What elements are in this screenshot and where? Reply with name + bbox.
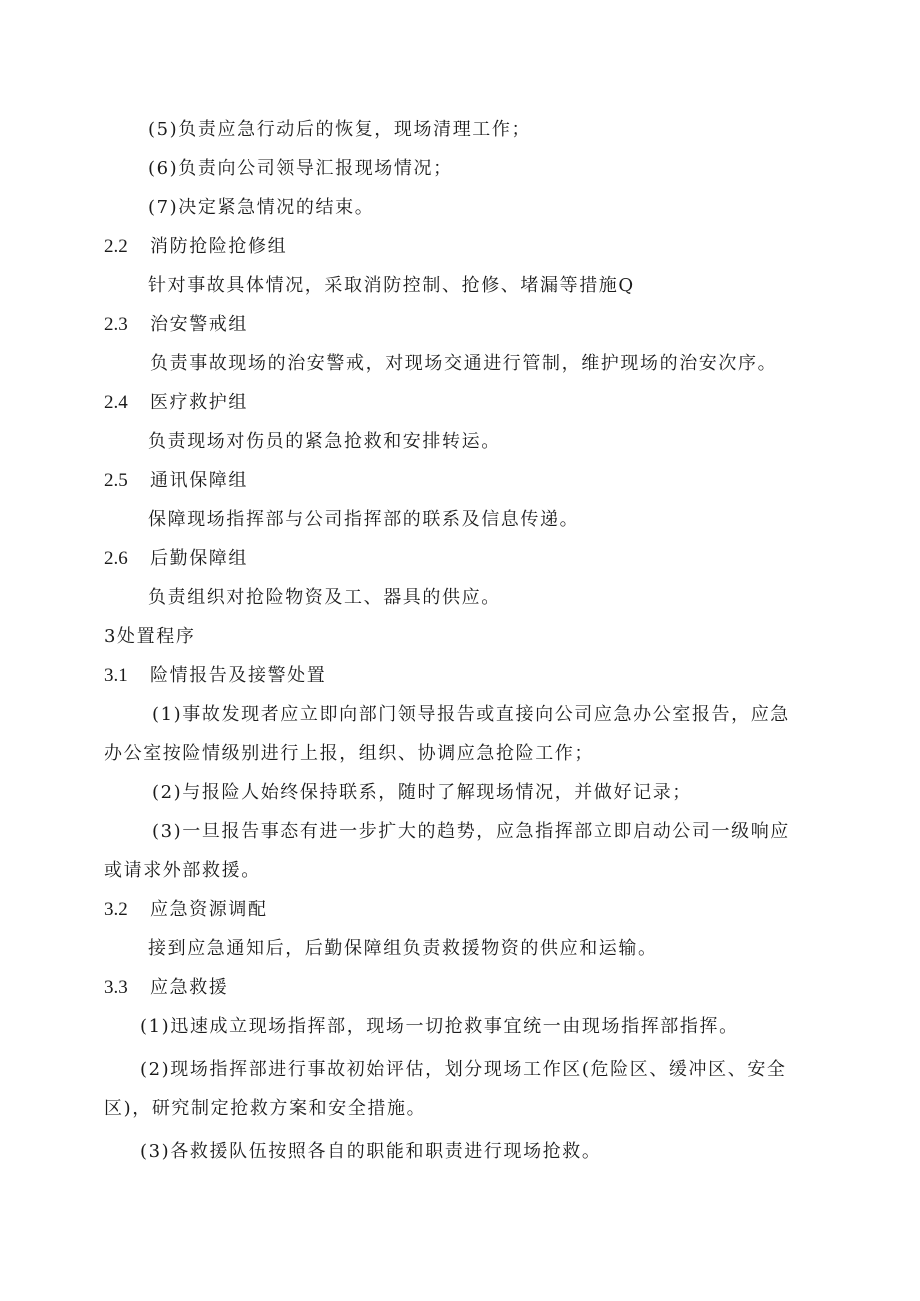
paragraph-line: (2)现场指挥部进行事故初始评估，划分现场工作区(危险区、缓冲区、安全 bbox=[140, 1059, 787, 1080]
paragraph-line: (3)一旦报告事态有进一步扩大的趋势，应急指挥部立即启动公司一级响应 bbox=[152, 821, 790, 842]
subsection-title: 医疗救护组 bbox=[150, 392, 248, 413]
paragraph-line: 区)，研究制定抢救方案和安全措施。 bbox=[104, 1098, 427, 1119]
subsection-heading bbox=[104, 976, 228, 1000]
paragraph-line: (3)各救援队伍按照各自的职能和职责进行现场抢救。 bbox=[140, 1141, 602, 1162]
subsection-title: 通讯保障组 bbox=[150, 470, 248, 491]
subsection-title: 治安警戒组 bbox=[150, 314, 248, 335]
paragraph-line: (5)负责应急行动后的恢复，现场清理工作； bbox=[148, 119, 532, 140]
section-heading: 3处置程序 bbox=[104, 626, 196, 647]
subsection-number: 2.4 bbox=[104, 392, 128, 413]
paragraph-line: (1)迅速成立现场指挥部，现场一切抢救事宜统一由现场指挥部指挥。 bbox=[140, 1016, 739, 1037]
paragraph-line: (1)事故发现者应立即向部门领导报告或直接向公司应急办公室报告，应急 bbox=[152, 704, 790, 725]
subsection-number: 3.3 bbox=[104, 977, 128, 998]
subsection-heading bbox=[104, 391, 248, 415]
subsection-heading bbox=[104, 898, 268, 922]
subsection-number: 2.3 bbox=[104, 314, 128, 335]
subsection-heading bbox=[104, 469, 248, 493]
subsection-title: 后勤保障组 bbox=[150, 548, 248, 569]
subsection-number: 2.2 bbox=[104, 236, 128, 257]
subsection-number: 2.6 bbox=[104, 548, 128, 569]
subsection-heading bbox=[104, 664, 326, 688]
subsection-heading bbox=[104, 313, 248, 337]
paragraph-line: 负责事故现场的治安警戒，对现场交通进行管制，维护现场的治安次序。 bbox=[150, 353, 778, 374]
paragraph-line: 办公室按险情级别进行上报，组织、协调应急抢险工作； bbox=[104, 743, 594, 764]
subsection-heading bbox=[104, 235, 287, 259]
subsection-title: 应急资源调配 bbox=[150, 899, 268, 920]
subsection-title: 险情报告及接警处置 bbox=[150, 665, 327, 686]
paragraph-line: 保障现场指挥部与公司指挥部的联系及信息传递。 bbox=[148, 509, 580, 530]
paragraph-line: (2)与报险人始终保持联系，随时了解现场情况，并做好记录； bbox=[152, 782, 692, 803]
subsection-heading bbox=[104, 547, 248, 571]
paragraph-line: 接到应急通知后，后勤保障组负责救援物资的供应和运输。 bbox=[148, 938, 658, 959]
subsection-number: 2.5 bbox=[104, 470, 128, 491]
paragraph-line: (6)负责向公司领导汇报现场情况； bbox=[148, 158, 453, 179]
subsection-title: 消防抢险抢修组 bbox=[150, 236, 288, 257]
paragraph-line: 针对事故具体情况，采取消防控制、抢修、堵漏等措施Q bbox=[148, 275, 635, 296]
subsection-number: 3.2 bbox=[104, 899, 128, 920]
paragraph-line: 负责现场对伤员的紧急抢救和安排转运。 bbox=[148, 431, 501, 452]
subsection-number: 3.1 bbox=[104, 665, 128, 686]
paragraph-line: 或请求外部救援。 bbox=[104, 860, 261, 881]
paragraph-line: (7)决定紧急情况的结束。 bbox=[148, 197, 375, 218]
subsection-title: 应急救援 bbox=[150, 977, 229, 998]
paragraph-line: 负责组织对抢险物资及工、器具的供应。 bbox=[148, 587, 501, 608]
